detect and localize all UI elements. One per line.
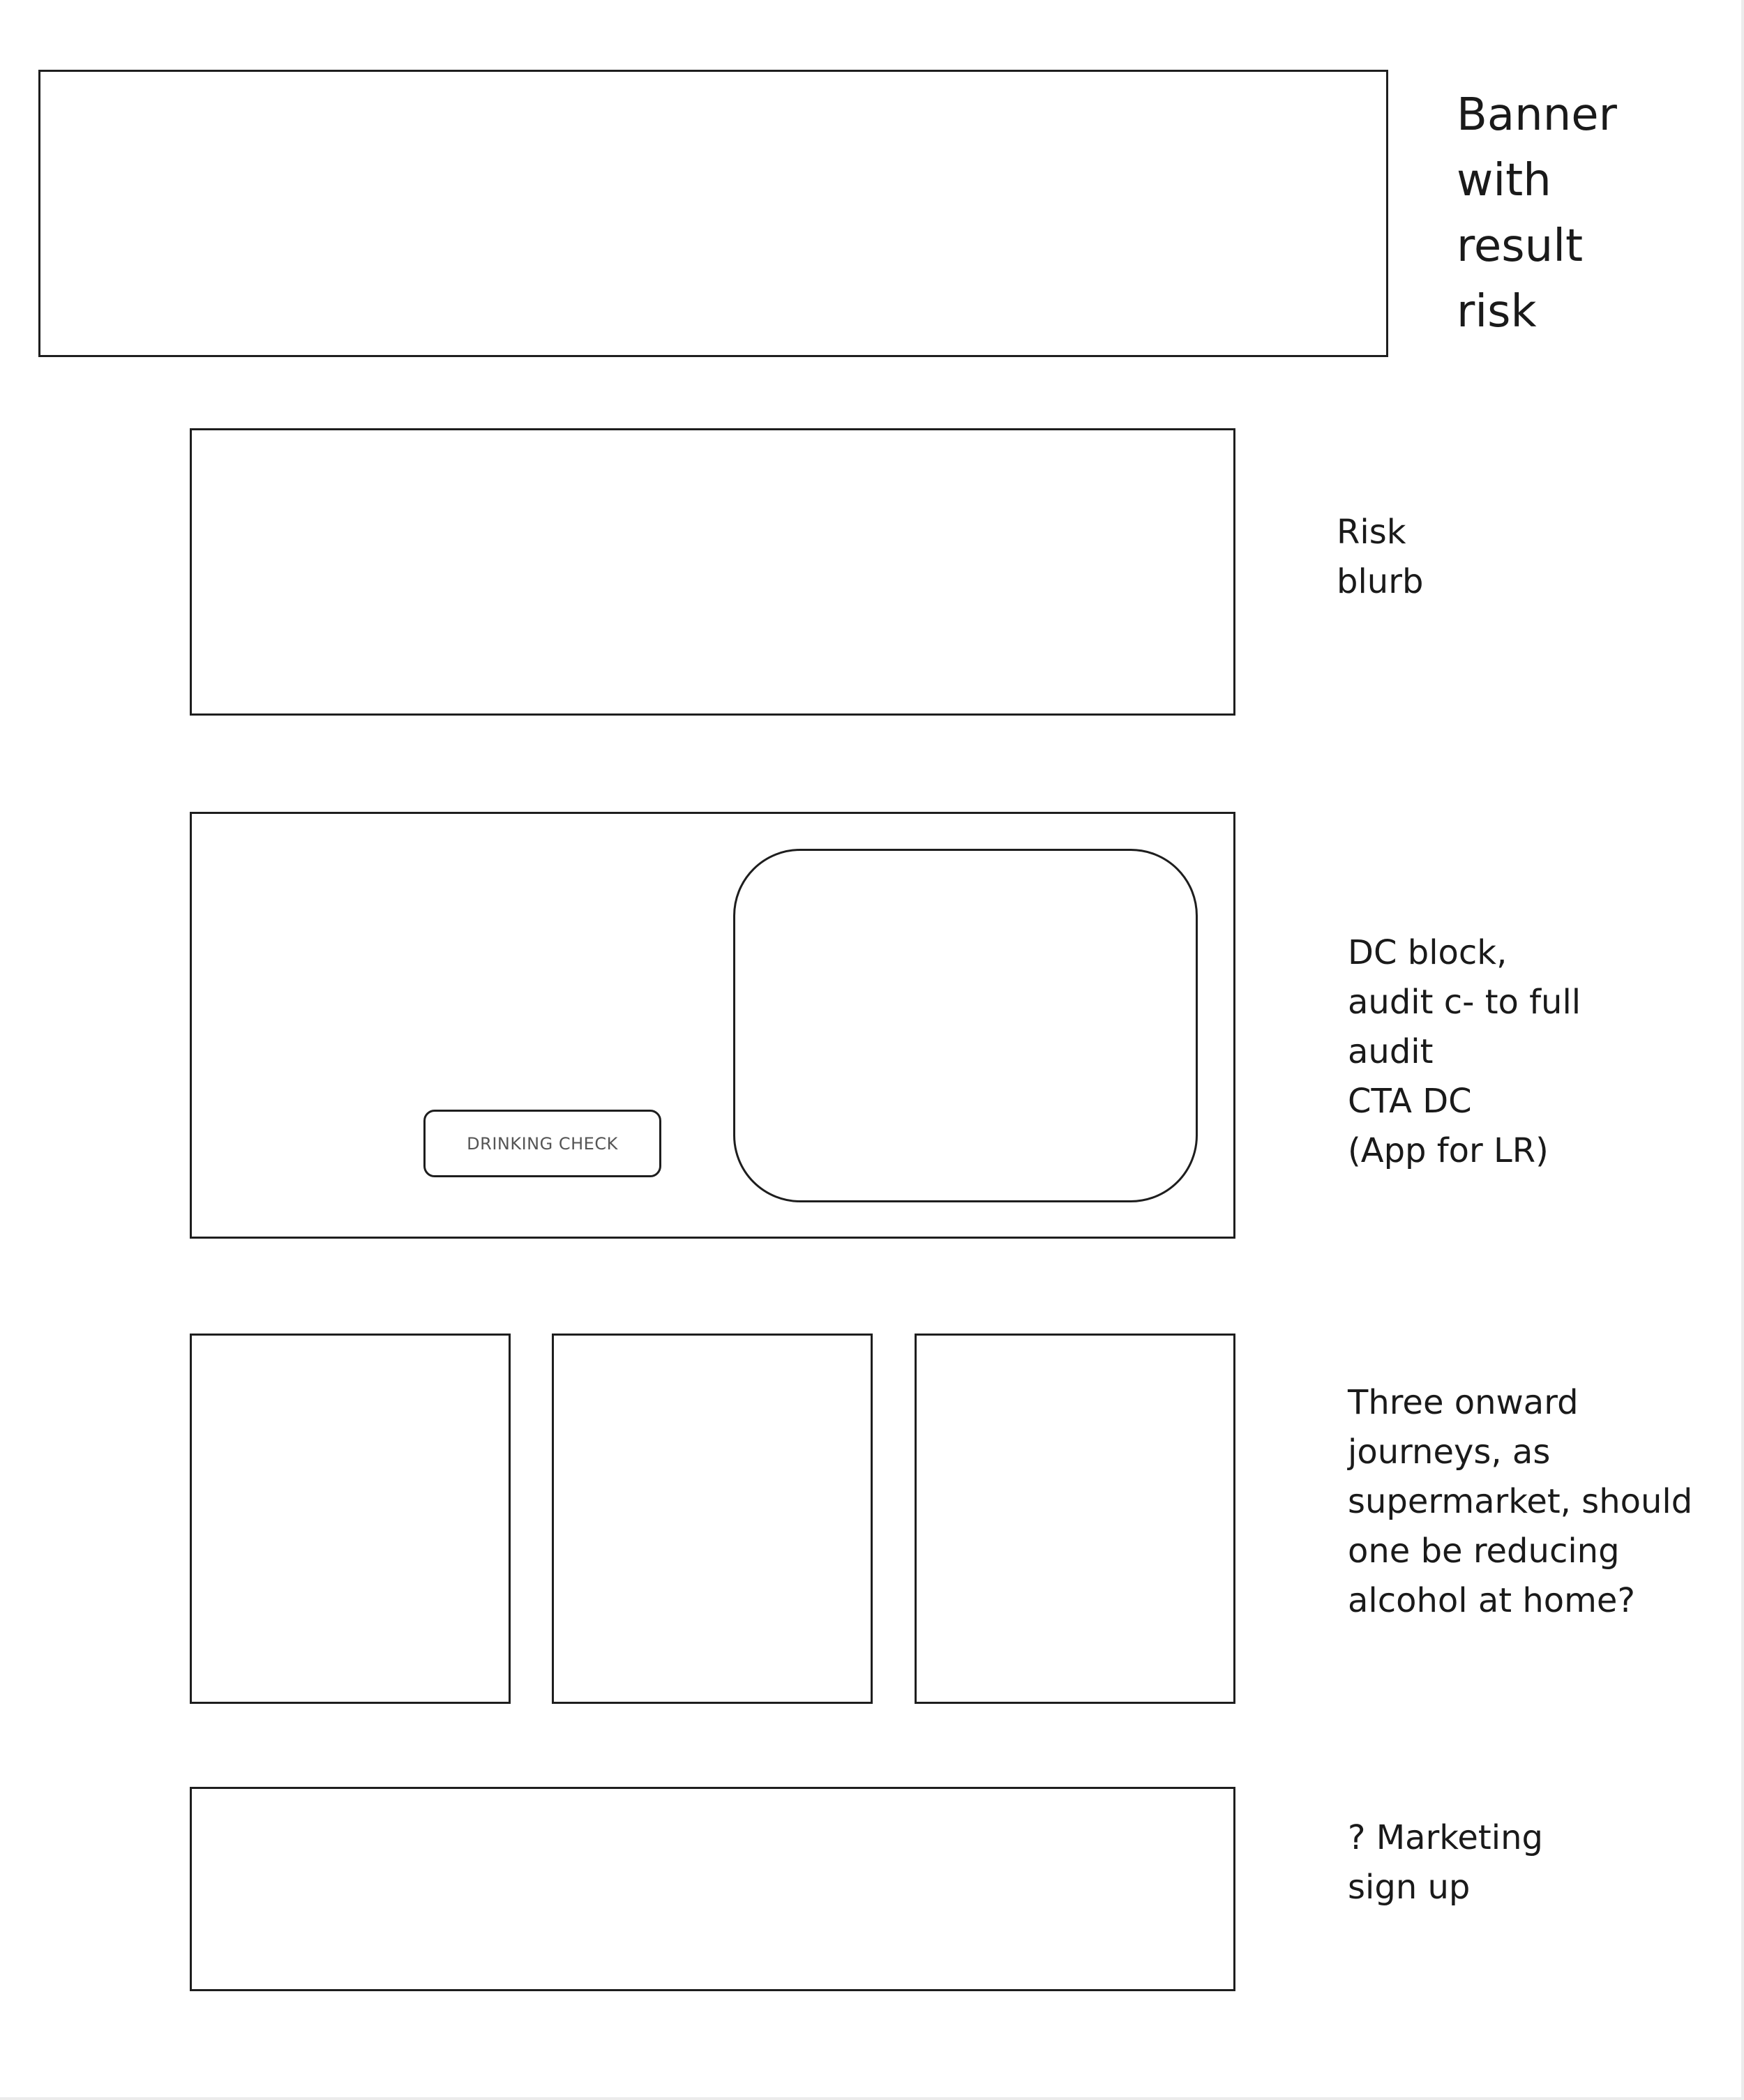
banner-annotation: Banner with result risk (1457, 89, 1617, 338)
banner-box (38, 70, 1388, 357)
drinking-check-button[interactable]: DRINKING CHECK (423, 1110, 661, 1177)
risk-blurb-annotation: Risk blurb (1337, 513, 1424, 601)
onward-journey-card-1 (190, 1334, 511, 1704)
risk-blurb-box (190, 428, 1235, 716)
onward-journeys-annotation: Three onward journeys, as supermarket, should one be reducing alcohol at home? (1348, 1383, 1693, 1620)
page-bottom-edge (0, 2097, 1744, 2100)
marketing-signup-box (190, 1787, 1235, 1991)
dc-block-media-panel (733, 849, 1198, 1202)
page-right-edge (1741, 0, 1744, 2100)
marketing-signup-annotation: ? Marketing sign up (1348, 1818, 1543, 1907)
onward-journey-card-3 (915, 1334, 1235, 1704)
dc-block-annotation: DC block, audit c- to full audit CTA DC (App for LR) (1348, 933, 1581, 1170)
onward-journey-card-2 (552, 1334, 873, 1704)
